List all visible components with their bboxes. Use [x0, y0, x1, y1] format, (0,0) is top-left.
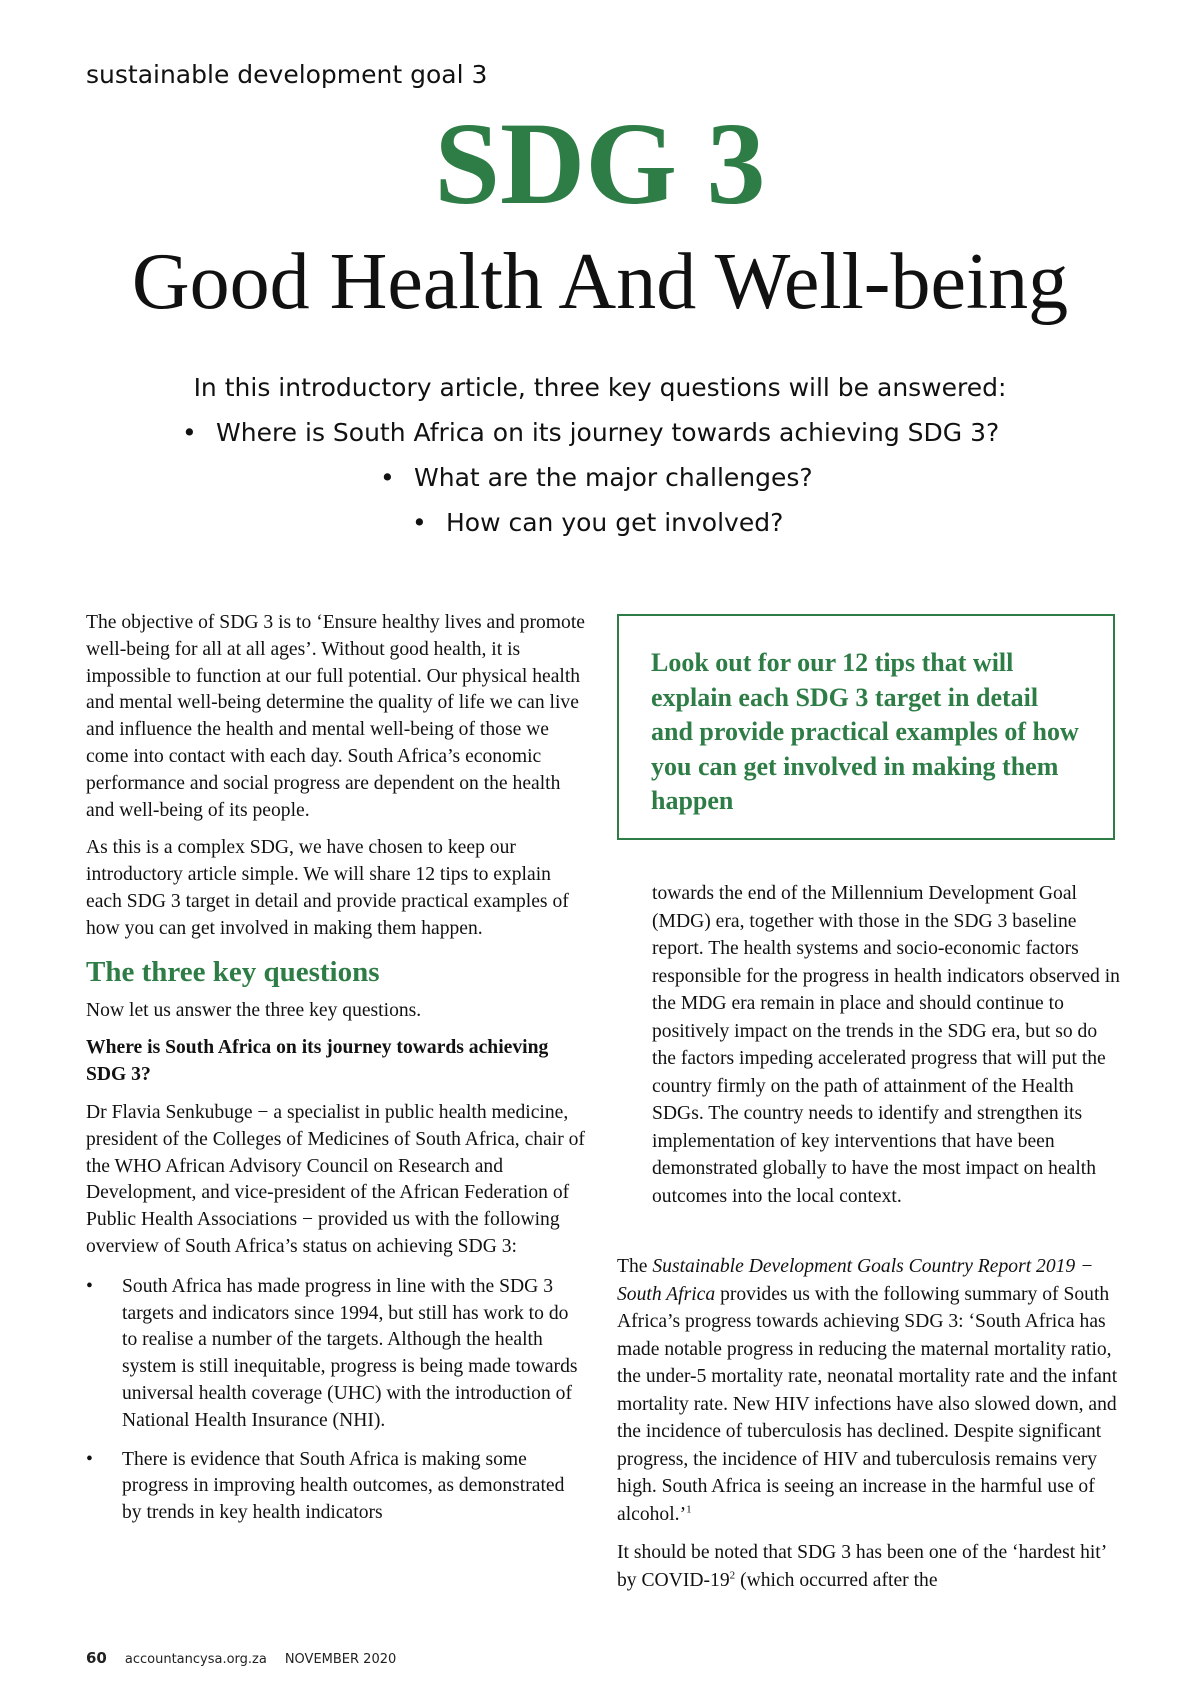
indented-quote: towards the end of the Millennium Development Goal (MDG) era, together with those in the SDG 3 baseline report. The health systems and socio-economic factors responsible for the progress in health indicators observed in the MDG era remain in place and should continue to positively impact on the trends in the SDG era, but so do the factors impeding accelerated progress that will put the country firmly on the path of attainment of the Health SDGs. The country needs to identify and strengthen its implementation of key interventions that have been demonstrated globally to have the most impact on health outcomes into the local context.: [652, 883, 1120, 1207]
intro-question-text: Where is South Africa on its journey towards achieving SDG 3?: [216, 418, 1000, 447]
footnote-ref: 2: [729, 1568, 736, 1581]
bullet-icon: •: [380, 463, 395, 492]
callout-text: Look out for our 12 tips that will explain each SDG 3 target in detail and provide practical examples of how you can get involved in making them happen: [651, 648, 1079, 815]
right-column: [617, 1253, 1122, 1605]
bullet-icon: •: [182, 418, 197, 447]
section-heading: The three key questions: [86, 955, 380, 988]
body-paragraph: [617, 1253, 1122, 1528]
text-run: provides us with the following summary of South Africa’s progress towards achieving SDG 3: ‘South Africa has made notable progress in reducing the maternal mortality ratio, the under-5 mortality rate, neonatal mortality rate and the infant mortality rate. New HIV infections have also slowed down, and the incidence of tuberculosis has declined. Despite significant progress, the incidence of HIV and tuberculosis remains very high. South Africa is seeing an increase in the harmful use of alcohol.’: [617, 1283, 1118, 1525]
page-footer: [86, 1649, 396, 1667]
left-column: [86, 610, 586, 1539]
footer-site: accountancysa.org.za: [124, 1652, 267, 1667]
report-title: Sustainable Development Goals Country Report 2019 − South Africa: [617, 1256, 1094, 1305]
body-paragraph: [617, 1539, 1122, 1594]
footer-date: NOVEMBER 2020: [284, 1652, 397, 1667]
body-paragraph: Now let us answer the three key questions.: [86, 999, 422, 1021]
text-run: The: [617, 1256, 648, 1277]
list-item-text: South Africa has made progress in line with the SDG 3 targets and indicators since 1994, but still has work to do to realise a number of the targets. Although the health system is still inequitable, progress is being made towards universal health coverage (UHC) with the introduction of National Health Insurance (NHI).: [122, 1275, 578, 1431]
list-item: [86, 1274, 586, 1435]
intro-lead: In this introductory article, three key questions will be answered:: [193, 373, 1007, 402]
list-item: [86, 1447, 586, 1527]
intro-question-item: [182, 418, 999, 447]
text-run: (which occurred after the: [740, 1569, 938, 1591]
body-paragraph: Dr Flavia Senkubuge − a specialist in public health medicine, president of the Colleges of Medicines of South Africa, chair of the WHO African Advisory Council on Research and Development, and vice-president of the African Federation of Public Health Associations − provided us with the following overview of South Africa’s status on achieving SDG 3:: [86, 1101, 585, 1257]
intro-question-item: [412, 508, 783, 537]
tips-callout-box: [617, 614, 1115, 840]
list-item-text: There is evidence that South Africa is making some progress in improving health outcomes, as demonstrated by trends in key health indicators: [122, 1448, 565, 1524]
section-kicker: sustainable development goal 3: [86, 60, 488, 89]
body-paragraph: As this is a complex SDG, we have chosen to keep our introductory article simple. We will share 12 tips to explain each SDG 3 target in detail and provide practical examples of how you can get involved in making them happen.: [86, 837, 569, 939]
footnote-ref: 1: [686, 1502, 692, 1515]
page-number: 60: [86, 1649, 107, 1667]
question-heading: Where is South Africa on its journey towards achieving SDG 3?: [86, 1037, 549, 1086]
page-title: SDG 3: [434, 98, 766, 229]
intro-question-text: How can you get involved?: [446, 508, 784, 537]
body-paragraph: The objective of SDG 3 is to ‘Ensure healthy lives and promote well-being for all at all ages’. Without good health, it is impossible to function at our full potential. Our physical health and mental well-being determine the quality of life we can live and influence the health and mental well-being of those we come into contact with each day. South Africa’s economic performance and social progress are dependent on the health and well-being of its people.: [86, 612, 585, 821]
bullet-icon: •: [412, 508, 427, 537]
bullet-icon: •: [86, 1448, 93, 1470]
intro-question-item: [380, 463, 813, 492]
status-bullet-list: [86, 1274, 586, 1527]
page-subtitle: Good Health And Well-being: [131, 238, 1069, 326]
text-run: It should be noted that SDG 3 has been one of the ‘hardest hit’ by COVID-19: [617, 1542, 1106, 1591]
intro-question-text: What are the major challenges?: [414, 463, 813, 492]
bullet-icon: •: [86, 1275, 93, 1297]
